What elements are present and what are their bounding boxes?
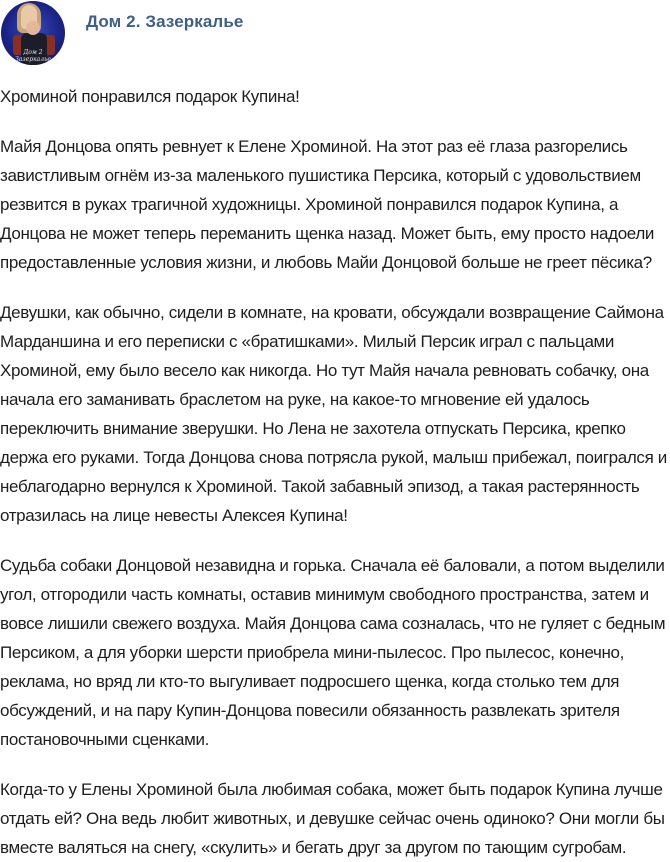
post-body [0, 82, 668, 862]
post-paragraph-1: Майя Донцова опять ревнует к Елене Хроминой. На этот раз её глаза разгорелись завистливым огнём из-за маленького пушистика Персика, который с удовольствием резвится в руках трагичной художницы. Хроминой понравился подарок Купина, а Донцова не может теперь переманить щенка назад. Может быть, ему просто надоели предоставленные условия жизни, и любовь Майи Донцовой больше не греет пёсика? [0, 137, 655, 272]
post-paragraph-4: Когда-то у Елены Хроминой была любимая собака, может быть подарок Купина лучше отдать ей? Она ведь любит животных, и девушке сейчас очень одиноко? Они могли бы вместе валяться на снегу, «скулить» и бегать друг за другом по тающим сугробам. [0, 780, 665, 857]
post-header [0, 0, 670, 70]
post-headline: Хроминой понравился подарок Купина! [0, 87, 300, 106]
community-avatar[interactable] [1, 1, 65, 65]
avatar-figure-man-head [26, 21, 40, 35]
post-paragraph-3: Судьба собаки Донцовой незавидна и горька. Сначала её баловали, а потом выделили угол, отгородили часть комнаты, оставив минимум свободного пространства, затем и вовсе лишили свежего воздуха. Майя Донцова сама созналась, что не гуляет с бедным Персиком, а для уборки шерсти приобрела мини-пылесос. Про пылесос, конечно, реклама, но вряд ли кто-то выгуливает подросшего щенка, когда столько тем для обсуждений, и на пару Купин-Донцова повесили обязанность развлекать зрителя постановочными сценками. [0, 556, 666, 749]
avatar-logo-text: Дом 2 Зазеркалье [15, 49, 51, 63]
community-name-link[interactable]: Дом 2. Зазеркалье [86, 12, 244, 31]
post-paragraph-2: Девушки, как обычно, сидели в комнате, на кровати, обсуждали возвращение Саймона Марданшина и его переписки с «братишками». Милый Персик играл с пальцами Хроминой, ему было весело как никогда. Но тут Майя начала ревновать собачку, она начала его заманивать браслетом на руке, на какое-то мгновение ей удалось переключить внимание зверушки. Но Лена не захотела отпускать Персика, крепко держа его руками. Тогда Донцова снова потрясла рукой, малыш прибежал, поигрался и неблагодарно вернулся к Хроминой. Такой забавный эпизод, а такая растерянность отразилась на лице невесты Алексея Купина! [0, 303, 667, 525]
